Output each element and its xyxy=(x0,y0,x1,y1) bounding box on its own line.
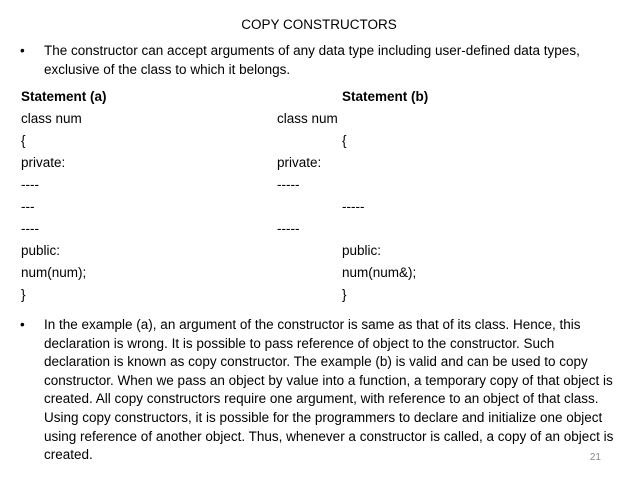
statement-b-dash: ----- xyxy=(342,199,365,214)
bullet-icon: • xyxy=(20,43,25,58)
statement-a-heading: Statement (a) xyxy=(21,89,107,104)
statement-a-line: } xyxy=(21,287,26,302)
statement-a-line: ---- xyxy=(21,177,39,192)
statement-a-line: --- xyxy=(21,199,35,214)
statement-b-public: public: xyxy=(342,243,382,258)
page-number: 21 xyxy=(589,452,601,463)
statement-b-dash: ----- xyxy=(277,177,300,192)
statement-b-private: private: xyxy=(277,155,322,170)
statement-b-class-line: class num xyxy=(277,111,338,126)
statement-a-line: public: xyxy=(21,243,61,258)
statement-a-line: ---- xyxy=(21,221,39,236)
statement-b-brace-open: { xyxy=(342,133,347,148)
statement-b-heading: Statement (b) xyxy=(342,89,429,104)
statement-a-line: num(num); xyxy=(21,265,87,280)
statement-b-brace-close: } xyxy=(342,287,347,302)
statement-a-line: { xyxy=(21,133,26,148)
intro-text: The constructor can accept arguments of any data type including user-defined data types, exclusive of the class to which it belongs. xyxy=(44,43,580,77)
statement-a-line: class num xyxy=(21,111,82,126)
bullet-icon: • xyxy=(20,317,25,332)
explanation-text: In the example (a), an argument of the constructor is same as that of its class. Hence, this declaration is wrong. It is possible to pass reference of object to the constructor. Such declaration is known as copy constructor. The example (b) is valid and can be used to copy constructor. When we pass an object by value into a function, a temporary copy of that object is created. All copy constructors require one argument, with reference to an object of that class. Using copy constructors, it is possible for the programmers to declare and initialize one object using reference of another object. Thus, whenever a constructor is called, a copy of an object is created. xyxy=(44,317,614,463)
statement-a-line: private: xyxy=(21,155,66,170)
slide-title: COPY CONSTRUCTORS xyxy=(241,17,397,32)
statement-b-ctor: num(num&); xyxy=(342,265,417,280)
statement-b-dash: ----- xyxy=(277,221,300,236)
